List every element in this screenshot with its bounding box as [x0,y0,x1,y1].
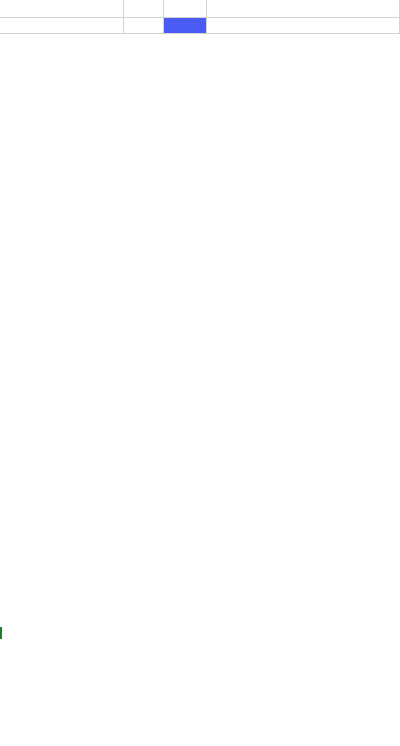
cell-cursor-marker [0,627,2,639]
team-titans-cell[interactable] [164,18,207,34]
avg-titans-cell[interactable] [164,0,207,18]
header-blank-cell-2[interactable] [207,18,400,34]
header-blank-cell[interactable] [0,18,124,34]
avg-eagles-cell[interactable] [124,0,164,18]
team-eagles-cell[interactable] [124,18,164,34]
header-title-cell[interactable] [0,0,124,18]
header-empty-cell[interactable] [207,0,400,18]
